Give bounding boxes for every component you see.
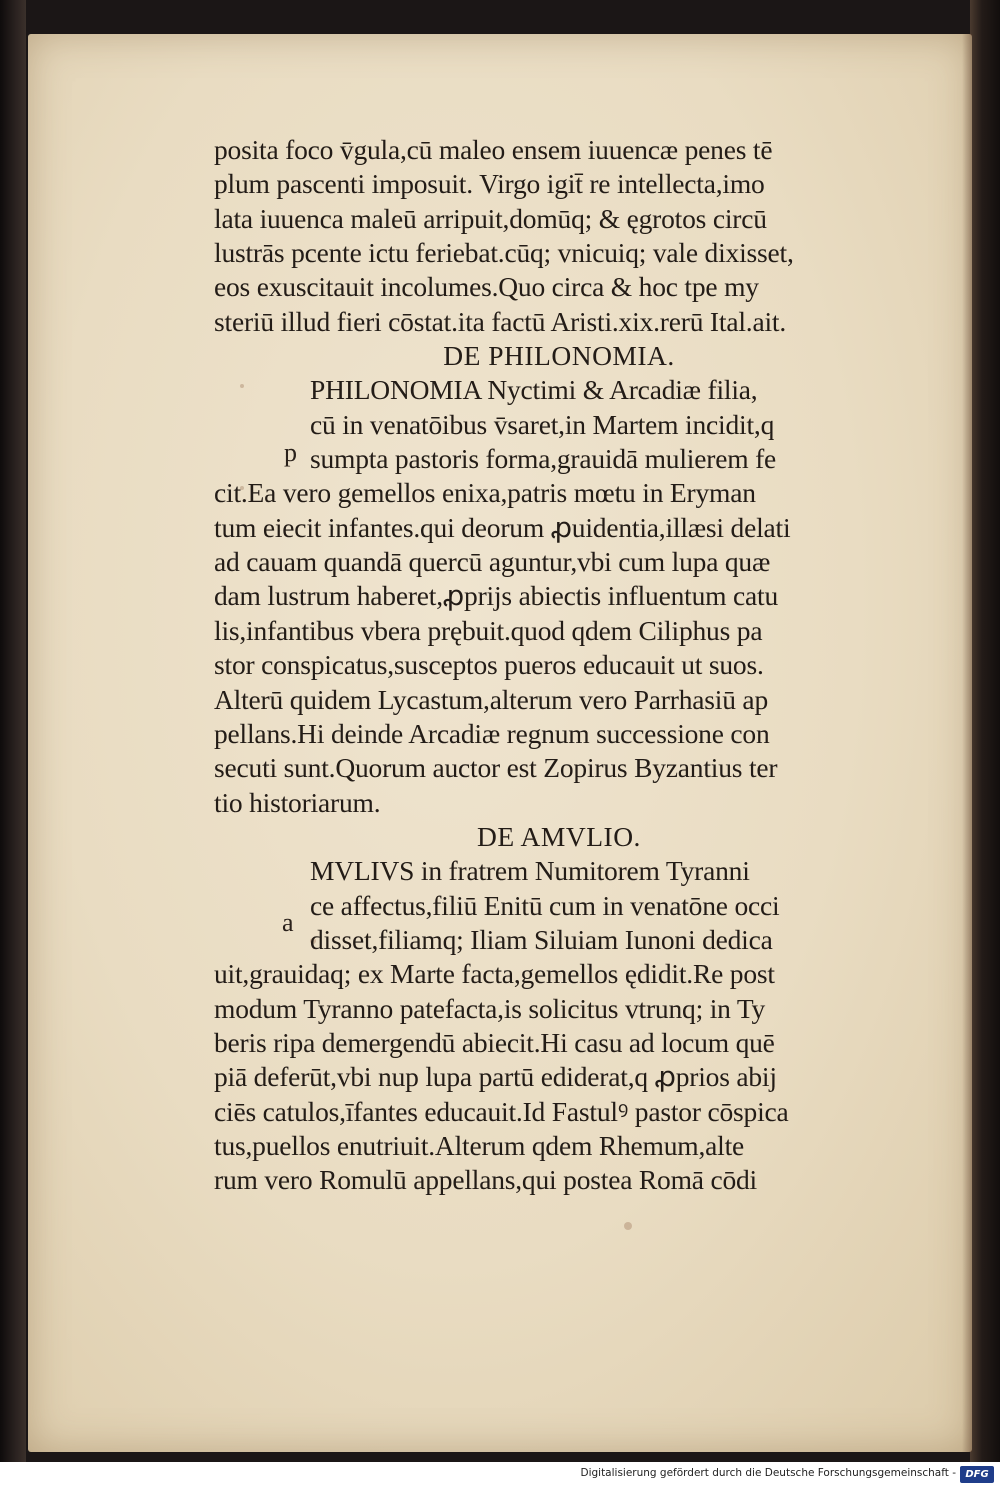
text-line: piā deferūt,vbi nup lupa partū ediderat,q ꝓprios abij <box>214 1061 777 1093</box>
section-heading-philonomia: DE PHILONOMIA. <box>443 340 675 372</box>
text-block-1 <box>214 133 904 339</box>
text-line: posita foco v̄gula,cū maleo ensem iuuencæ penes tē <box>214 134 773 165</box>
ink-spot <box>624 1222 632 1230</box>
text-line: ciēs catulos,īfantes educauit.Id Fastulꝰ pastor cōspica <box>214 1095 789 1127</box>
text-line: secuti sunt.Quorum auctor est Zopirus Byzantius ter <box>214 752 778 784</box>
text-block-3 <box>214 854 904 1197</box>
margin-initial-p: p <box>284 438 297 467</box>
dfg-logo: DFG <box>960 1466 994 1483</box>
page-edge-shadow <box>962 34 972 1452</box>
text-line: cū in venatōibus v̄saret,in Martem incidit,q <box>310 408 775 440</box>
binding-left <box>0 0 26 1462</box>
section-heading-amulio: DE AMVLIO. <box>477 820 641 852</box>
text-line: tio historiarum. <box>214 786 381 818</box>
text-line: pellans.Hi deinde Arcadiæ regnum successione con <box>214 717 770 749</box>
text-line: stor conspicatus,susceptos pueros educauit ut suos. <box>214 649 764 681</box>
text-line: ce affectus,filiū Enitū cum in venatōne occi <box>310 889 780 921</box>
text-line: lustrās pcente ictu feriebat.cūq; vnicuiq; vale dixisset, <box>214 237 794 269</box>
footer-bar <box>0 1464 1000 1486</box>
text-line: steriū illud fieri cōstat.ita factū Aristi.xix.rerū Ital.ait. <box>214 305 787 337</box>
text-line: lis,infantibus vbera prębuit.quod qdem Ciliphus pa <box>214 614 763 646</box>
text-line: ad cauam quandā quercū aguntur,vbi cum lupa quæ <box>214 546 771 578</box>
text-line: modum Tyranno patefacta,is solicitus vtrunq; in Ty <box>214 992 766 1024</box>
text-line: dam lustrum haberet,ꝓprijs abiectis influentum catu <box>214 580 778 612</box>
text-block-2 <box>214 373 904 819</box>
text-line: sumpta pastoris forma,grauidā mulierem fe <box>310 443 777 475</box>
footer-credit: Digitalisierung gefördert durch die Deutsche Forschungsgemeinschaft - <box>580 1467 956 1479</box>
text-line: lata iuuenca maleū arripuit,domūq; & ęgrotos circū <box>214 202 767 234</box>
document-text <box>214 133 904 1198</box>
text-line: tum eiecit infantes.qui deorum ꝓuidentia,illæsi delati <box>214 511 791 543</box>
text-line: uit,grauidaq; ex Marte facta,gemellos ędidit.Re post <box>214 958 775 990</box>
text-line: MVLIVS in fratrem Numitorem Tyranni <box>310 855 750 887</box>
text-line: tus,puellos enutriuit.Alterum qdem Rhemum,alte <box>214 1129 745 1161</box>
text-line: rum vero Romulū appellans,qui postea Romā cōdi <box>214 1164 757 1196</box>
text-line: cit.Ea vero gemellos enixa,patris mœtu in Eryman <box>214 477 756 509</box>
text-line: PHILONOMIA Nyctimi & Arcadiæ filia, <box>310 374 758 406</box>
text-line: eos exuscitauit incolumes.Quo circa & hoc tpe my <box>214 271 759 303</box>
text-line: plum pascenti imposuit. Virgo igit̄ re intellecta,imo <box>214 168 765 200</box>
text-line: Alterū quidem Lycastum,alterum vero Parrhasiū ap <box>214 683 768 715</box>
margin-initial-a: a <box>282 908 294 937</box>
binding-right <box>970 0 1000 1462</box>
text-line: beris ripa demergendū abiecit.Hi casu ad locum quē <box>214 1026 775 1058</box>
text-line: disset,filiamq; Iliam Siluiam Iunoni dedica <box>310 923 773 955</box>
